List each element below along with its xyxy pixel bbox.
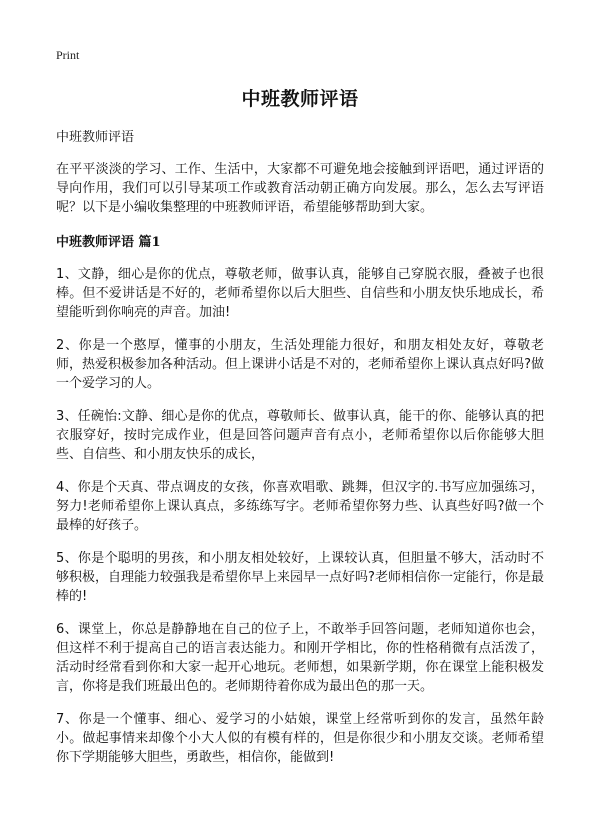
comment-paragraph-6: 6、课堂上，你总是静静地在自己的位子上，不敢举手回答问题，老师知道你也会，但这样不利于提高自己的语言表达能力。和刚开学相比，你的性格稍微有点活泼了，活动时经常看到你和大家一起开心地玩。老师想，如果新学期，你在课堂上能积极发言，你将是我们班最出色的。老师期待着你成为最出色的那一天。 <box>56 622 544 694</box>
comment-paragraph-4: 4、你是个天真、带点调皮的女孩，你喜欢唱歌、跳舞，但汉字的.书写应加强练习，努力!老师希望你上课认真点，多练练写字。老师希望你努力些、认真些好吗?做一个最棒的好孩子。 <box>56 480 544 533</box>
intro-paragraph: 在平平淡淡的学习、工作、生活中，大家都不可避免地会接触到评语吧，通过评语的导向作用，我们可以引导某项工作或教育活动朝正确方向发展。那么，怎么去写评语呢？以下是小编收集整理的中班教师评语，希望能够帮助到大家。 <box>56 162 544 215</box>
document-subtitle: 中班教师评语 <box>56 130 135 145</box>
comment-paragraph-1: 1、文静，细心是你的优点，尊敬老师，做事认真，能够自己穿脱衣服，叠被子也很棒。但不爱讲话是不好的，老师希望你以后大胆些、自信些和小朋友快乐地成长，希望能听到你响亮的声音。加油! <box>56 267 544 320</box>
comment-paragraph-3: 3、任碗怡:文静、细心是你的优点，尊敬师长、做事认真，能干的你、能够认真的把衣服穿好，按时完成作业，但是回答问题声音有点小，老师希望你以后你能够大胆些、自信些、和小朋友快乐的成长， <box>56 409 544 462</box>
page-title: 中班教师评语 <box>241 88 359 110</box>
comment-paragraph-2: 2、你是一个憨厚，懂事的小朋友，生活处理能力很好，和朋友相处友好，尊敬老师，热爱积极参加各种活动。但上课讲小话是不对的，老师希望你上课认真点好吗?做一个爱学习的人。 <box>56 338 544 391</box>
comment-paragraph-5: 5、你是个聪明的男孩，和小朋友相处较好，上课较认真，但胆量不够大，活动时不够积极，自理能力较强我是希望你早上来园早一点好吗?老师相信你一定能行，你是最棒的! <box>56 551 544 604</box>
section-heading: 中班教师评语 篇1 <box>56 235 161 250</box>
print-link[interactable]: Print <box>56 48 80 62</box>
comment-paragraph-7: 7、你是一个懂事、细心、爱学习的小姑娘，课堂上经常听到你的发言，虽然年龄小。做起事情来却像个小大人似的有模有样的，但是你很少和小朋友交谈。老师希望你下学期能够大胆些，勇敢些，相信你，能做到! <box>56 712 544 765</box>
